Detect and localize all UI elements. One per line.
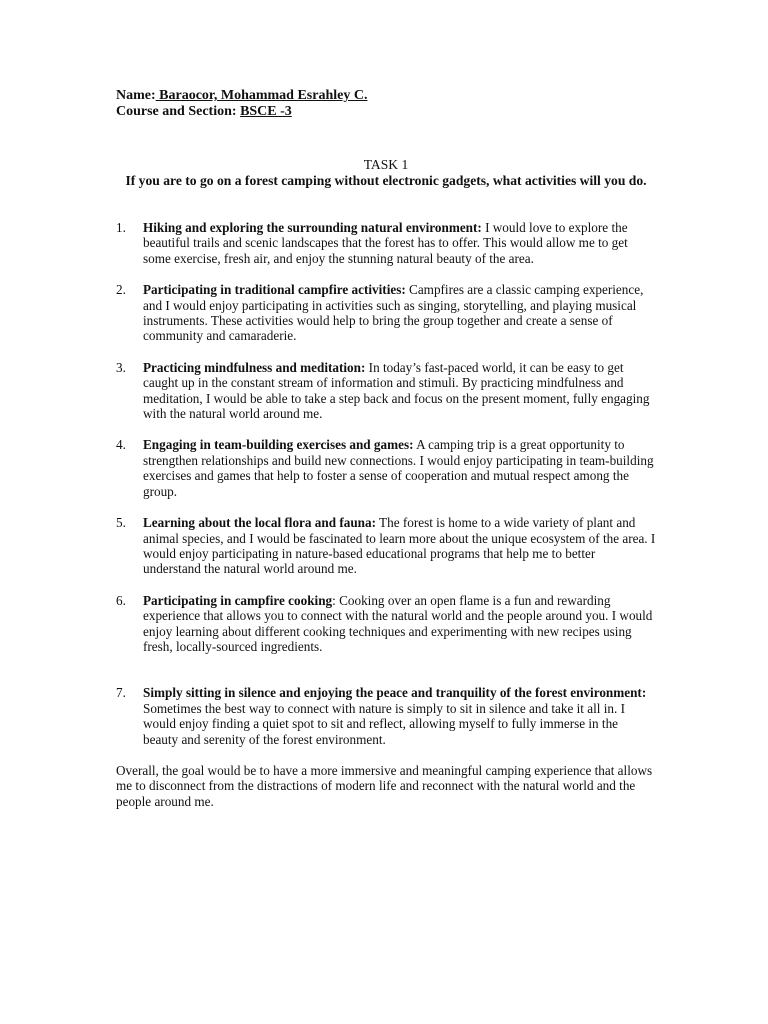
document-page (116, 88, 656, 822)
activity-heading: Learning about the local flora and fauna: (143, 515, 376, 531)
activity-number: 6. (116, 592, 126, 608)
activity-number: 1. (116, 220, 126, 235)
activity-text: I would love to explore the beautiful trails and scenic landscapes that the forest has to offer. This would allow me to get some exercise, fresh air, and enjoy the stunning natural beauty of the area. (143, 220, 628, 266)
activity-item (116, 515, 656, 577)
conclusion-paragraph: Overall, the goal would be to have a more immersive and meaningful camping experience that allows me to disconnect from the distractions of modern life and reconnect with the natural world and the people around me. (116, 762, 653, 809)
activity-item (116, 437, 656, 499)
course-section-line (116, 104, 656, 120)
course-value: BSCE -3 (240, 104, 292, 119)
activity-text: Campfires are a classic camping experience, and I would enjoy participating in activities such as singing, storytelling, and playing musical instruments. These activities would help to bring the group together and create a sense of community and camaraderie. (143, 282, 644, 344)
activity-item (116, 220, 656, 266)
activity-list (116, 220, 656, 747)
activity-heading: Participating in traditional campfire activities: (143, 282, 406, 298)
activity-item (116, 593, 656, 655)
activity-heading: Simply sitting in silence and enjoying the peace and tranquility of the forest environment: (143, 685, 647, 701)
name-line (116, 88, 656, 104)
activity-heading: Engaging in team-building exercises and games: (143, 437, 414, 453)
activity-text: The forest is home to a wide variety of plant and animal species, and I would be fascinated to learn more about the unique ecosystem of the area. I would enjoy participating in nature-based educational programs that help me to better understand the natural world around me. (143, 515, 656, 577)
activity-text: Sometimes the best way to connect with nature is simply to sit in silence and take it all in. I would enjoy finding a quiet spot to sit and reflect, allowing myself to fully immerse in the beauty and serenity of the forest environment. (143, 700, 625, 747)
name-label: Name: (116, 88, 156, 103)
activity-heading: Hiking and exploring the surrounding natural environment: (143, 220, 482, 235)
name-value: Baraocor, Mohammad Esrahley C. (155, 88, 368, 103)
task-question: If you are to go on a forest camping without electronic gadgets, what activities will you do. (125, 172, 647, 188)
activity-item (116, 282, 656, 344)
activity-text: In today’s fast-paced world, it can be easy to get caught up in the constant stream of information and stimuli. By practicing mindfulness and meditation, I would be able to take a step back and focus on the present moment, fully engaging with the natural world around me. (143, 359, 650, 422)
task-title: TASK 1 (363, 157, 409, 172)
activity-number: 2. (116, 282, 126, 298)
activity-heading: Participating in campfire cooking (143, 592, 333, 608)
activity-number: 4. (116, 437, 126, 453)
course-label: Course and Section: (116, 104, 237, 119)
activity-text: A camping trip is a great opportunity to strengthen relationships and build new connections. I would enjoy participating in team-building exercises and games that help to foster a sense of cooperation and mutual respect among the group. (143, 437, 654, 499)
activity-item (116, 685, 656, 747)
activity-number: 3. (116, 359, 126, 375)
activity-number: 5. (116, 515, 126, 531)
activity-item (116, 360, 656, 422)
activity-heading: Practicing mindfulness and meditation: (143, 359, 366, 375)
activity-text: : Cooking over an open flame is a fun and rewarding experience that allows you to connect with the natural world and the people around you. I would enjoy learning about different cooking techniques and experimenting with new recipes using fresh, locally-sourced ingredients. (143, 592, 653, 654)
activity-number: 7. (116, 685, 126, 701)
